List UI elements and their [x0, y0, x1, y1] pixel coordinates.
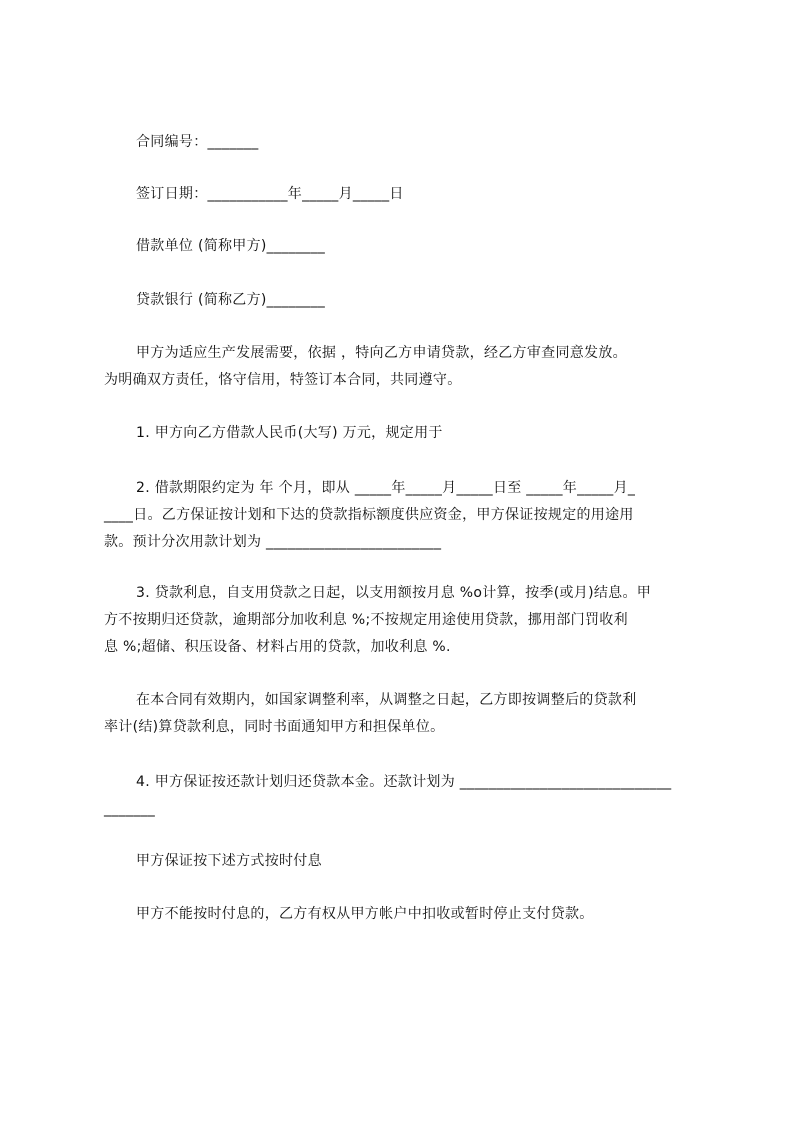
- borrower-line: 借款单位 (简称甲方)________: [136, 238, 326, 254]
- clause-4-line-1: 4. 甲方保证按还款计划归还贷款本金。还款计划为 _____________________________: [136, 774, 672, 790]
- contract-number-line: 合同编号：_______: [136, 134, 259, 150]
- clause-3-line-1: 3. 贷款利息，自支用贷款之日起，以支用额按月息 %o计算，按季(或月)结息。甲: [136, 585, 652, 601]
- clause-2-line-1: 2. 借款期限约定为 年 个月，即从 _____年_____月_____日至 _____年_____月_: [136, 480, 636, 496]
- lender-line: 贷款银行 (简称乙方)________: [136, 292, 326, 308]
- intro-paragraph-line-1: 甲方为适应生产发展需要，依据 ，特向乙方申请贷款，经乙方审查同意发放。: [136, 345, 627, 361]
- clause-3-line-3: 息 %;超储、积压设备、材料占用的贷款，加收利息 %.: [104, 639, 451, 655]
- rate-adjustment-line-2: 率计(结)算贷款利息，同时书面通知甲方和担保单位。: [104, 719, 445, 735]
- interest-method-line: 甲方保证按下述方式按时付息: [136, 853, 322, 869]
- default-clause-line: 甲方不能按时付息的，乙方有权从甲方帐户中扣收或暂时停止支付贷款。: [136, 906, 594, 922]
- clause-1: 1. 甲方向乙方借款人民币(大写) 万元，规定用于: [136, 425, 443, 441]
- clause-3-line-2: 方不按期归还贷款，逾期部分加收利息 %;不按规定用途使用贷款，挪用部门罚收利: [104, 612, 628, 628]
- clause-4-line-2: _______: [104, 801, 156, 817]
- intro-paragraph-line-2: 为明确双方责任，恪守信用，特签订本合同，共同遵守。: [104, 372, 462, 388]
- sign-date-line: 签订日期：___________年_____月_____日: [136, 186, 404, 202]
- clause-2-line-3: 款。预计分次用款计划为 ________________________: [104, 534, 442, 550]
- rate-adjustment-line-1: 在本合同有效期内，如国家调整利率，从调整之日起，乙方即按调整后的贷款利: [136, 692, 637, 708]
- clause-2-line-2: ____日。乙方保证按计划和下达的贷款指标额度供应资金，甲方保证按规定的用途用: [104, 507, 634, 523]
